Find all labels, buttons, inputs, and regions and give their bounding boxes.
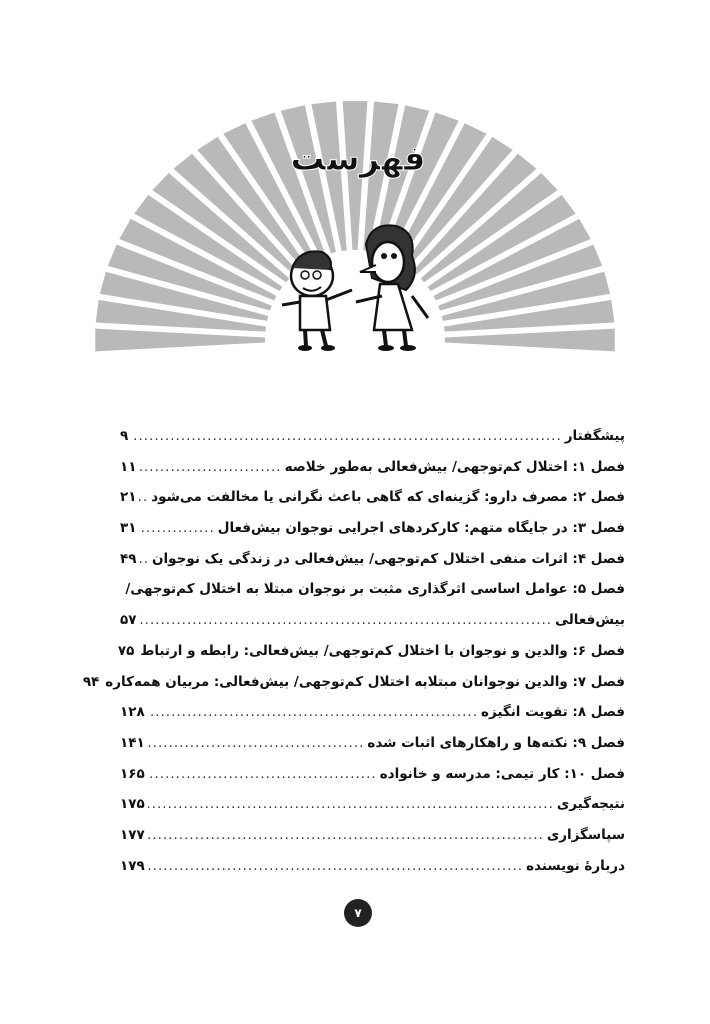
toc-entry-page-number: ۱۲۸ <box>120 704 145 721</box>
sunburst-ray <box>95 329 265 352</box>
toc-entry <box>120 574 625 605</box>
toc-entry-label: نتیجه‌گیری <box>556 796 625 813</box>
toc-entry-label: بیش‌فعالی <box>555 612 625 629</box>
toc-entry-page-number: ۱۴۱ <box>120 734 145 751</box>
toc-entry-label: فصل ۳: در جایگاه متهم: کارکردهای اجرایی نوجوان بیش‌فعال <box>217 520 625 537</box>
toc-entry <box>120 513 625 544</box>
toc-entry <box>120 421 625 452</box>
toc-entry <box>120 697 625 728</box>
toc-entry-page-number: ۱۷۷ <box>120 826 145 843</box>
dot-leader <box>139 605 552 636</box>
toc-entry <box>120 544 625 575</box>
toc-entry-label: فصل ۴: اثرات منفی اختلال کم‌توجهی/ بیش‌فعالی در زندگی یک نوجوان <box>152 550 625 567</box>
sunburst-illustration <box>0 0 710 380</box>
dot-leader <box>148 851 523 882</box>
toc-entry-page-number: ۳۱ <box>120 520 137 537</box>
toc-entry-page-number: ۱۶۵ <box>120 765 145 782</box>
toc-entry-page-number: ۴۹ <box>120 550 137 567</box>
table-of-contents <box>82 421 625 881</box>
dot-leader <box>139 513 214 544</box>
dot-leader <box>139 544 149 575</box>
toc-entry-label: فصل ۲: مصرف دارو: گزینه‌ای که گاهی باعث نگرانی یا مخالفت می‌شود <box>151 489 625 506</box>
toc-entry <box>82 667 625 698</box>
toc-entry-label: فصل ۷: والدین نوجوانان مبتلابه اختلال کم‌توجهی/ بیش‌فعالی: مربیان همه‌کاره <box>105 673 625 690</box>
dot-leader <box>148 759 377 790</box>
toc-entry-label: فصل ۹: نکته‌ها و راهکارهای اثبات شده <box>367 734 625 751</box>
toc-entry-label: فصل ۵: عوامل اساسی اثرگذاری مثبت بر نوجوان مبتلا به اختلال کم‌توجهی/ <box>125 581 625 598</box>
dot-leader <box>148 728 365 759</box>
dot-leader <box>148 789 554 820</box>
toc-entry-label: دربارهٔ نویسنده <box>526 857 625 874</box>
toc-entry <box>120 789 625 820</box>
toc-entry-page-number: ۹ <box>120 428 129 444</box>
toc-entry <box>120 728 625 759</box>
toc-entry <box>120 851 625 882</box>
dot-leader <box>148 820 544 851</box>
dot-leader <box>148 697 478 728</box>
toc-entry-label: فصل ۱: اختلال کم‌توجهی/ بیش‌فعالی به‌طور خلاصه <box>284 458 625 475</box>
toc-entry-label: پیشگفتار <box>564 428 625 444</box>
page-number: ۷ <box>344 899 372 927</box>
toc-entry-label: فصل ۸: تقویت انگیزه <box>481 704 625 721</box>
toc-entry <box>120 820 625 851</box>
toc-entry-page-number: ۱۷۵ <box>120 796 145 813</box>
toc-entry <box>117 636 625 667</box>
toc-entry-page-number: ۹۴ <box>82 673 100 690</box>
toc-entry-label: سپاسگزاری <box>546 826 625 843</box>
dot-leader <box>139 482 148 513</box>
toc-entry <box>120 759 625 790</box>
toc-entry-page-number: ۱۷۹ <box>120 857 145 874</box>
toc-entry-label: فصل ۱۰: کار تیمی: مدرسه و خانواده <box>379 765 625 782</box>
woman-character-icon <box>356 225 428 351</box>
dot-leader <box>139 452 281 483</box>
toc-entry <box>120 452 625 483</box>
toc-entry <box>120 482 625 513</box>
boy-character-icon <box>282 251 352 351</box>
sunburst-ray <box>445 329 615 352</box>
toc-entry-page-number: ۱۱ <box>120 458 137 475</box>
dot-leader <box>131 421 562 452</box>
page-title: فهرست <box>290 139 426 179</box>
toc-entry <box>120 605 625 636</box>
toc-entry-page-number: ۵۷ <box>120 612 137 629</box>
toc-entry-page-number: ۷۵ <box>117 642 135 659</box>
toc-entry-label: فصل ۶: والدین و نوجوان با اختلال کم‌توجهی/ بیش‌فعالی: رابطه و ارتباط <box>140 642 625 659</box>
toc-entry-page-number: ۲۱ <box>120 489 137 506</box>
